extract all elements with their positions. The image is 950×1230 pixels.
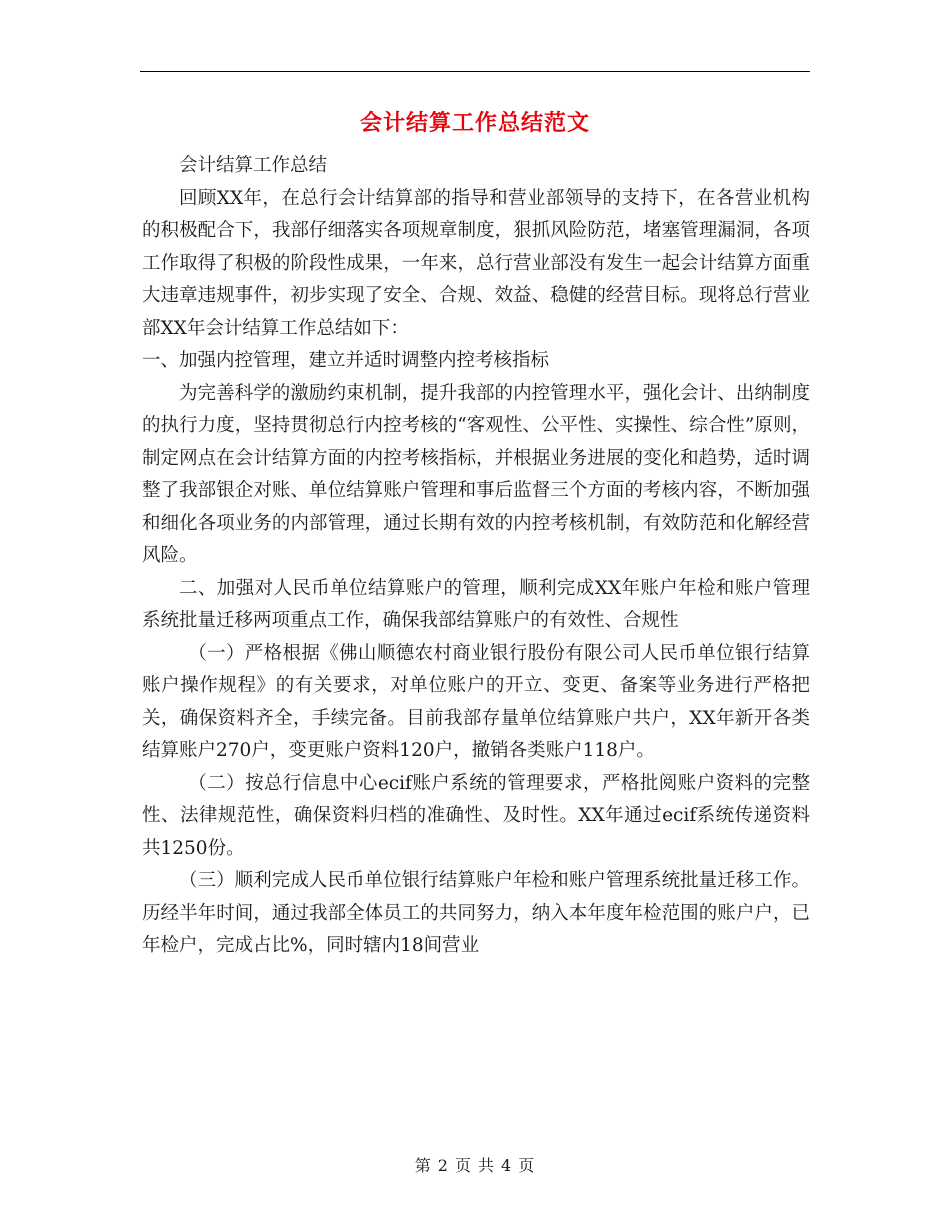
section-1-paragraph: 为完善科学的激励约束机制，提升我部的内控管理水平，强化会计、出纳制度的执行力度，坚持贯彻总行内控考核的“客观性、公平性、实操性、综合性”原则，制定网点在会计结算方面的内控考核指标，并根据业务进展的变化和趋势，适时调整了我部银企对账、单位结算账户管理和事后监督三个方面的考核内容，不断加强和细化各项业务的内部管理，通过长期有效的内控考核机制，有效防范和化解经营风险。 <box>142 382 810 566</box>
footer-page-label: 页 <box>454 1156 472 1175</box>
document-body <box>142 150 810 963</box>
document-title: 会计结算工作总结范文 <box>359 111 590 136</box>
section-heading-2: 二、加强对人民币单位结算账户的管理，顺利完成XX年账户年检和账户管理系统批量迁移两项重点工作，确保我部结算账户的有效性、合规性 <box>142 577 810 631</box>
footer-total-prefix: 共 <box>478 1156 496 1175</box>
footer-suffix: 页 <box>518 1156 536 1175</box>
subtitle-paragraph: 会计结算工作总结 <box>179 155 328 176</box>
page-footer <box>0 1155 950 1177</box>
subsection-1-paragraph: （一）严格根据《佛山顺德农村商业银行股份有限公司人民币单位银行结算账户操作规程》的有关要求，对单位账户的开立、变更、备案等业务进行严格把关，确保资料齐全，手续完备。目前我部存量单位结算账户共户，XX年新开各类结算账户270户，变更账户资料120户，撤销各类账户118户。 <box>142 642 810 761</box>
header-rule <box>140 71 810 72</box>
intro-paragraph: 回顾XX年，在总行会计结算部的指导和营业部领导的支持下，在各营业机构的积极配合下，我部仔细落实各项规章制度，狠抓风险防范，堵塞管理漏洞，各项工作取得了积极的阶段性成果，一年来，总行营业部没有发生一起会计结算方面重大违章违规事件，初步实现了安全、合规、效益、稳健的经营目标。现将总行营业部XX年会计结算工作总结如下： <box>142 187 810 339</box>
total-page-number: 4 <box>501 1156 513 1175</box>
current-page-number: 2 <box>437 1156 449 1175</box>
subsection-3-paragraph: （三）顺利完成人民币单位银行结算账户年检和账户管理系统批量迁移工作。历经半年时间，通过我部全体员工的共同努力，纳入本年度年检范围的账户户，已年检户，完成占比%，同时辖内18间营业 <box>142 870 810 956</box>
section-heading-1: 一、加强内控管理，建立并适时调整内控考核指标 <box>142 350 550 371</box>
footer-prefix: 第 <box>414 1156 432 1175</box>
subsection-2-paragraph: （二）按总行信息中心ecif账户系统的管理要求，严格批阅账户资料的完整性、法律规范性，确保资料归档的准确性、及时性。XX年通过ecif系统传递资料共1250份。 <box>142 772 810 859</box>
